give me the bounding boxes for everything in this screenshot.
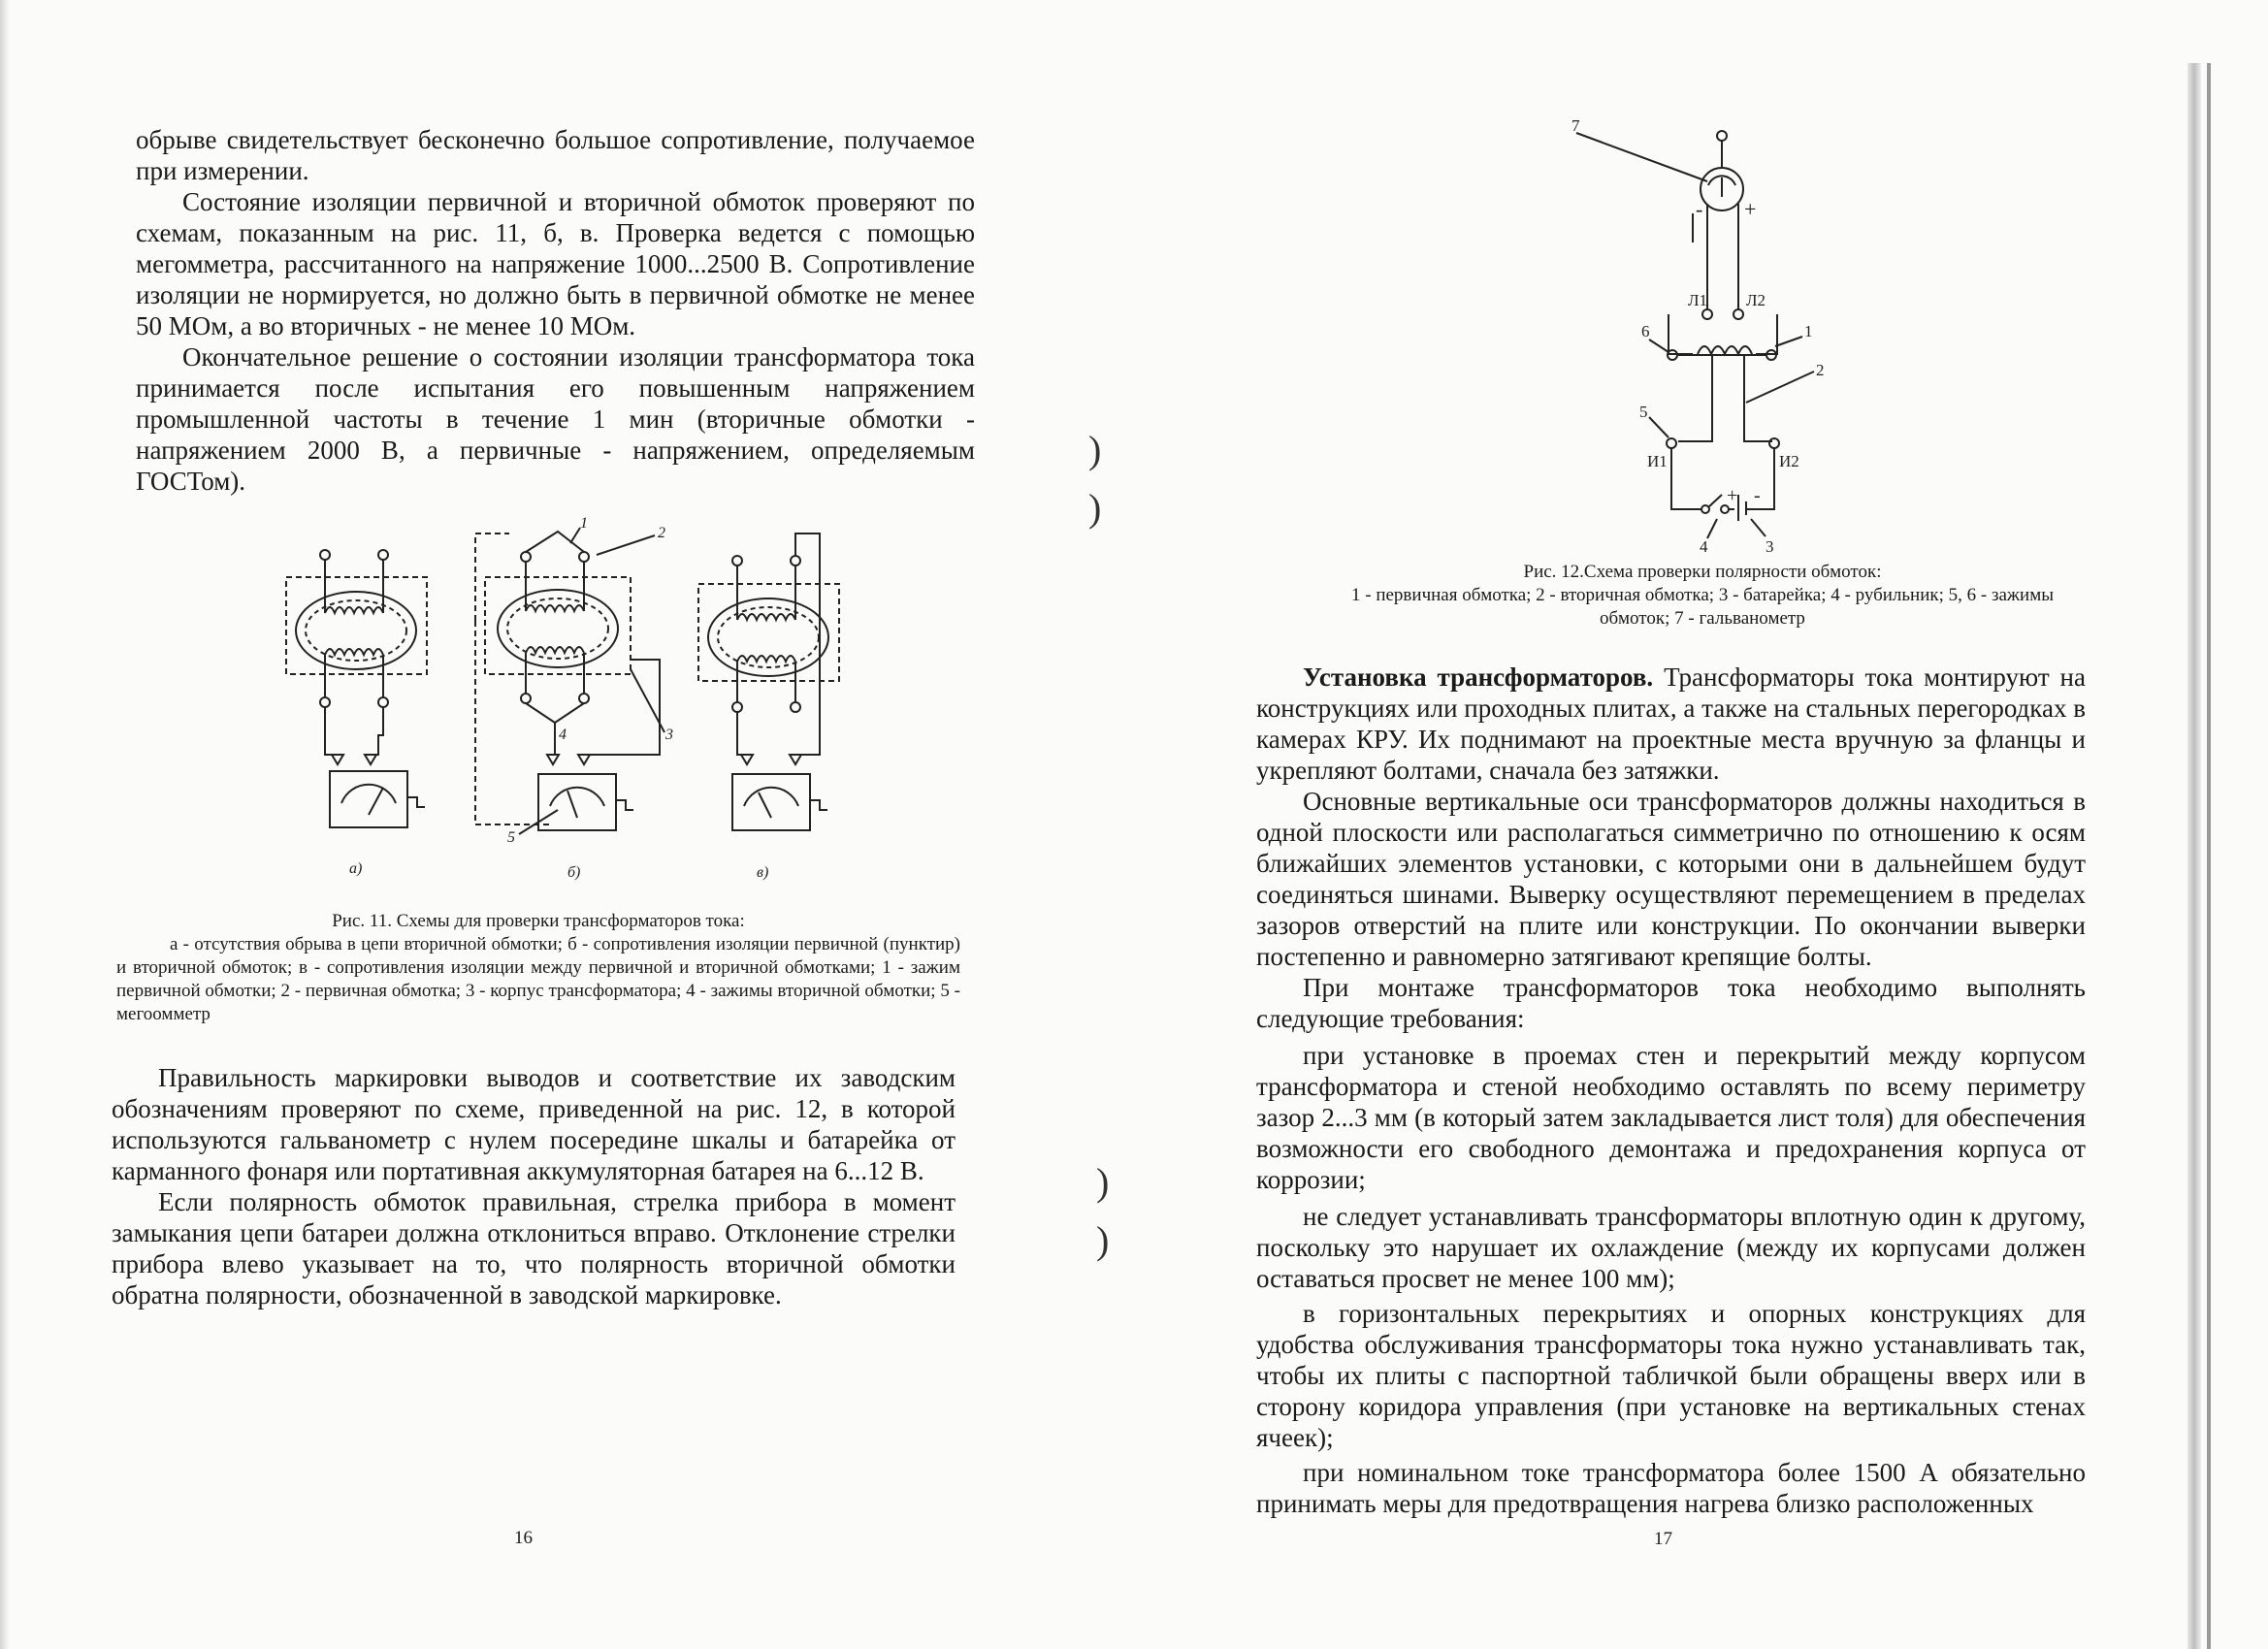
scheme-b — [475, 532, 660, 830]
right-page-number: 17 — [1654, 1529, 1672, 1549]
scheme-a — [286, 550, 427, 827]
callout-3: 3 — [665, 727, 673, 743]
scheme-c — [698, 534, 839, 830]
figure-11-diagram — [272, 515, 854, 892]
right-paragraph-1 — [1256, 662, 2086, 786]
figure-11-caption-block — [116, 910, 960, 1026]
book-binding-line — [2207, 63, 2211, 1649]
terminal-i1: И1 — [1647, 452, 1668, 470]
left-paragraph-3: Окончательное решение о состоянии изоляции трансформатора тока принимается после испытания его повышенным напряжением промышленной частоты в течение 1 мин (вторичные обмотки - напряжением 2000 В, а первичные - напряжением, определяемым ГОСТом). — [136, 342, 975, 496]
callout-1: 1 — [580, 515, 588, 532]
fig12-callout-5: 5 — [1639, 403, 1648, 421]
gutter-mark: ) — [1088, 428, 1102, 471]
terminal-l2: Л2 — [1746, 291, 1766, 309]
figure-11-caption: Рис. 11. Схемы для проверки трансформаторов тока: — [332, 911, 745, 931]
fig12-callout-3: 3 — [1766, 537, 1774, 556]
figure-12-caption-block — [1329, 561, 2076, 630]
fig12-callout-6: 6 — [1641, 322, 1650, 340]
right-paragraph-1-text: Трансформаторы тока монтируют на конструкциях или проходных плитах, а также на стальных перегородках в камерах КРУ. Их поднимают на проектные места вручную за фланцы и укрепляют болтами, сначала без затяжки. — [1256, 663, 2086, 785]
left-paragraph-1: обрыве свидетельствует бесконечно большое сопротивление, получаемое при измерении. — [136, 125, 975, 185]
scheme-a-label: а) — [349, 860, 363, 877]
right-text — [1256, 662, 2086, 1519]
fig12-callout-1: 1 — [1804, 322, 1813, 340]
scheme-b-label: б) — [567, 864, 581, 881]
left-paragraph-5: Если полярность обмоток правильная, стрелка прибора в момент замыкания цепи батареи должна отклониться вправо. Отклонение стрелки прибора влево указывает на то, что полярность вторичной обмотки обратна полярности, обозначенной в заводской маркировке. — [112, 1187, 956, 1310]
fig12-callout-7: 7 — [1571, 116, 1580, 135]
right-paragraph-6: в горизонтальных перекрытиях и опорных конструкциях для удобства обслуживания трансформаторы тока нужно устанавливать так, чтобы их плиты с паспортной табличкой были обращены вверх или в сторону коридора управления (при установке на вертикальных стенах ячеек); — [1256, 1299, 2086, 1452]
scheme-c-label: в) — [757, 864, 769, 881]
left-page-number: 16 — [514, 1528, 533, 1548]
right-paragraph-7: при номинальном токе трансформатора более 1500 А обязательно принимать меры для предотвращения нагрева близко расположенных — [1256, 1458, 2086, 1518]
gutter-mark: ) — [1096, 1160, 1110, 1204]
left-text-top — [136, 124, 975, 497]
battery-minus-sign: - — [1754, 485, 1761, 506]
left-page — [0, 0, 1116, 1649]
terminal-l1: Л1 — [1688, 291, 1708, 309]
left-text-bottom — [112, 1062, 956, 1310]
callout-5: 5 — [507, 829, 515, 846]
figure-11-legend: а - отсутствия обрыва в цепи вторичной обмотки; б - сопротивления изоляции первичной (пунктир) и вторичной обмоток; в - сопротивления изоляции между первичной и вторичной обмотками; 1 - зажим первичной обмотки; 2 - первичная обмотка; 3 - корпус трансформатора; 4 - зажимы вторичной обмотки; 5 - мегоомметр — [116, 934, 960, 1024]
right-paragraph-5: не следует устанавливать трансформаторы вплотную один к другому, поскольку это нарушает их охлаждение (между их корпусами должен оставаться просвет не менее 100 мм); — [1256, 1202, 2086, 1293]
right-paragraph-3: При монтаже трансформаторов тока необходимо выполнять следующие требования: — [1256, 973, 2086, 1033]
book-binding-edge — [2187, 63, 2201, 1649]
fig12-callout-2: 2 — [1816, 361, 1825, 379]
right-paragraph-4: при установке в проемах стен и перекрытий между корпусом трансформатора и стеной необходимо оставлять по всему периметру зазор 2...3 мм (в который затем закладывается лист толя) для обеспечения возможности его свободного демонтажа и предохранения корпуса от коррозии; — [1256, 1041, 2086, 1194]
plus-sign: + — [1744, 197, 1757, 221]
figure-12-diagram — [1571, 116, 1882, 558]
minus-sign: - — [1696, 197, 1703, 221]
gutter-mark: ) — [1088, 486, 1102, 530]
left-paragraph-4: Правильность маркировки выводов и соответствие их заводским обозначениям проверяют по схеме, приведенной на рис. 12, в которой используются гальванометр с нулем посередине шкалы и батарейка от карманного фонаря или портативная аккумуляторная батарея на 6...12 В. — [112, 1063, 956, 1185]
figure-12-legend: 1 - первичная обмотка; 2 - вторичная обмотка; 3 - батарейка; 4 - рубильник; 5, 6 - зажимы обмоток; 7 - гальванометр — [1351, 585, 2054, 629]
callout-2: 2 — [658, 525, 665, 541]
figure-12-caption: Рис. 12.Схема проверки полярности обмоток: — [1523, 562, 1882, 582]
battery-plus-sign: + — [1727, 485, 1738, 506]
left-paragraph-2: Состояние изоляции первичной и вторичной обмоток проверяют по схемам, показанным на рис. 11, б, в. Проверка ведется с помощью мегомметра, рассчитанного на напряжение 1000...2500 В. Сопротивление изоляции не нормируется, но должно быть в первичной обмотке не менее 50 МОм, а во вторичных - не менее 10 МОм. — [136, 187, 975, 340]
terminal-i2: И2 — [1779, 452, 1799, 470]
right-paragraph-2: Основные вертикальные оси трансформаторов должны находиться в одной плоскости или располагаться симметрично по отношению к осям ближайших элементов установки, с которыми они в дальнейшем будут соединяться шинами. Выверку осуществляют перемещением в пределах зазоров отверстий на плите или конструкции. По окончании выверки постепенно и равномерно затягивают крепящие болты. — [1256, 787, 2086, 971]
gutter-mark: ) — [1096, 1218, 1110, 1262]
section-title: Установка трансформаторов. — [1303, 663, 1654, 692]
callout-4: 4 — [559, 727, 567, 743]
fig12-callout-4: 4 — [1700, 537, 1708, 556]
right-page — [1135, 0, 2268, 1649]
